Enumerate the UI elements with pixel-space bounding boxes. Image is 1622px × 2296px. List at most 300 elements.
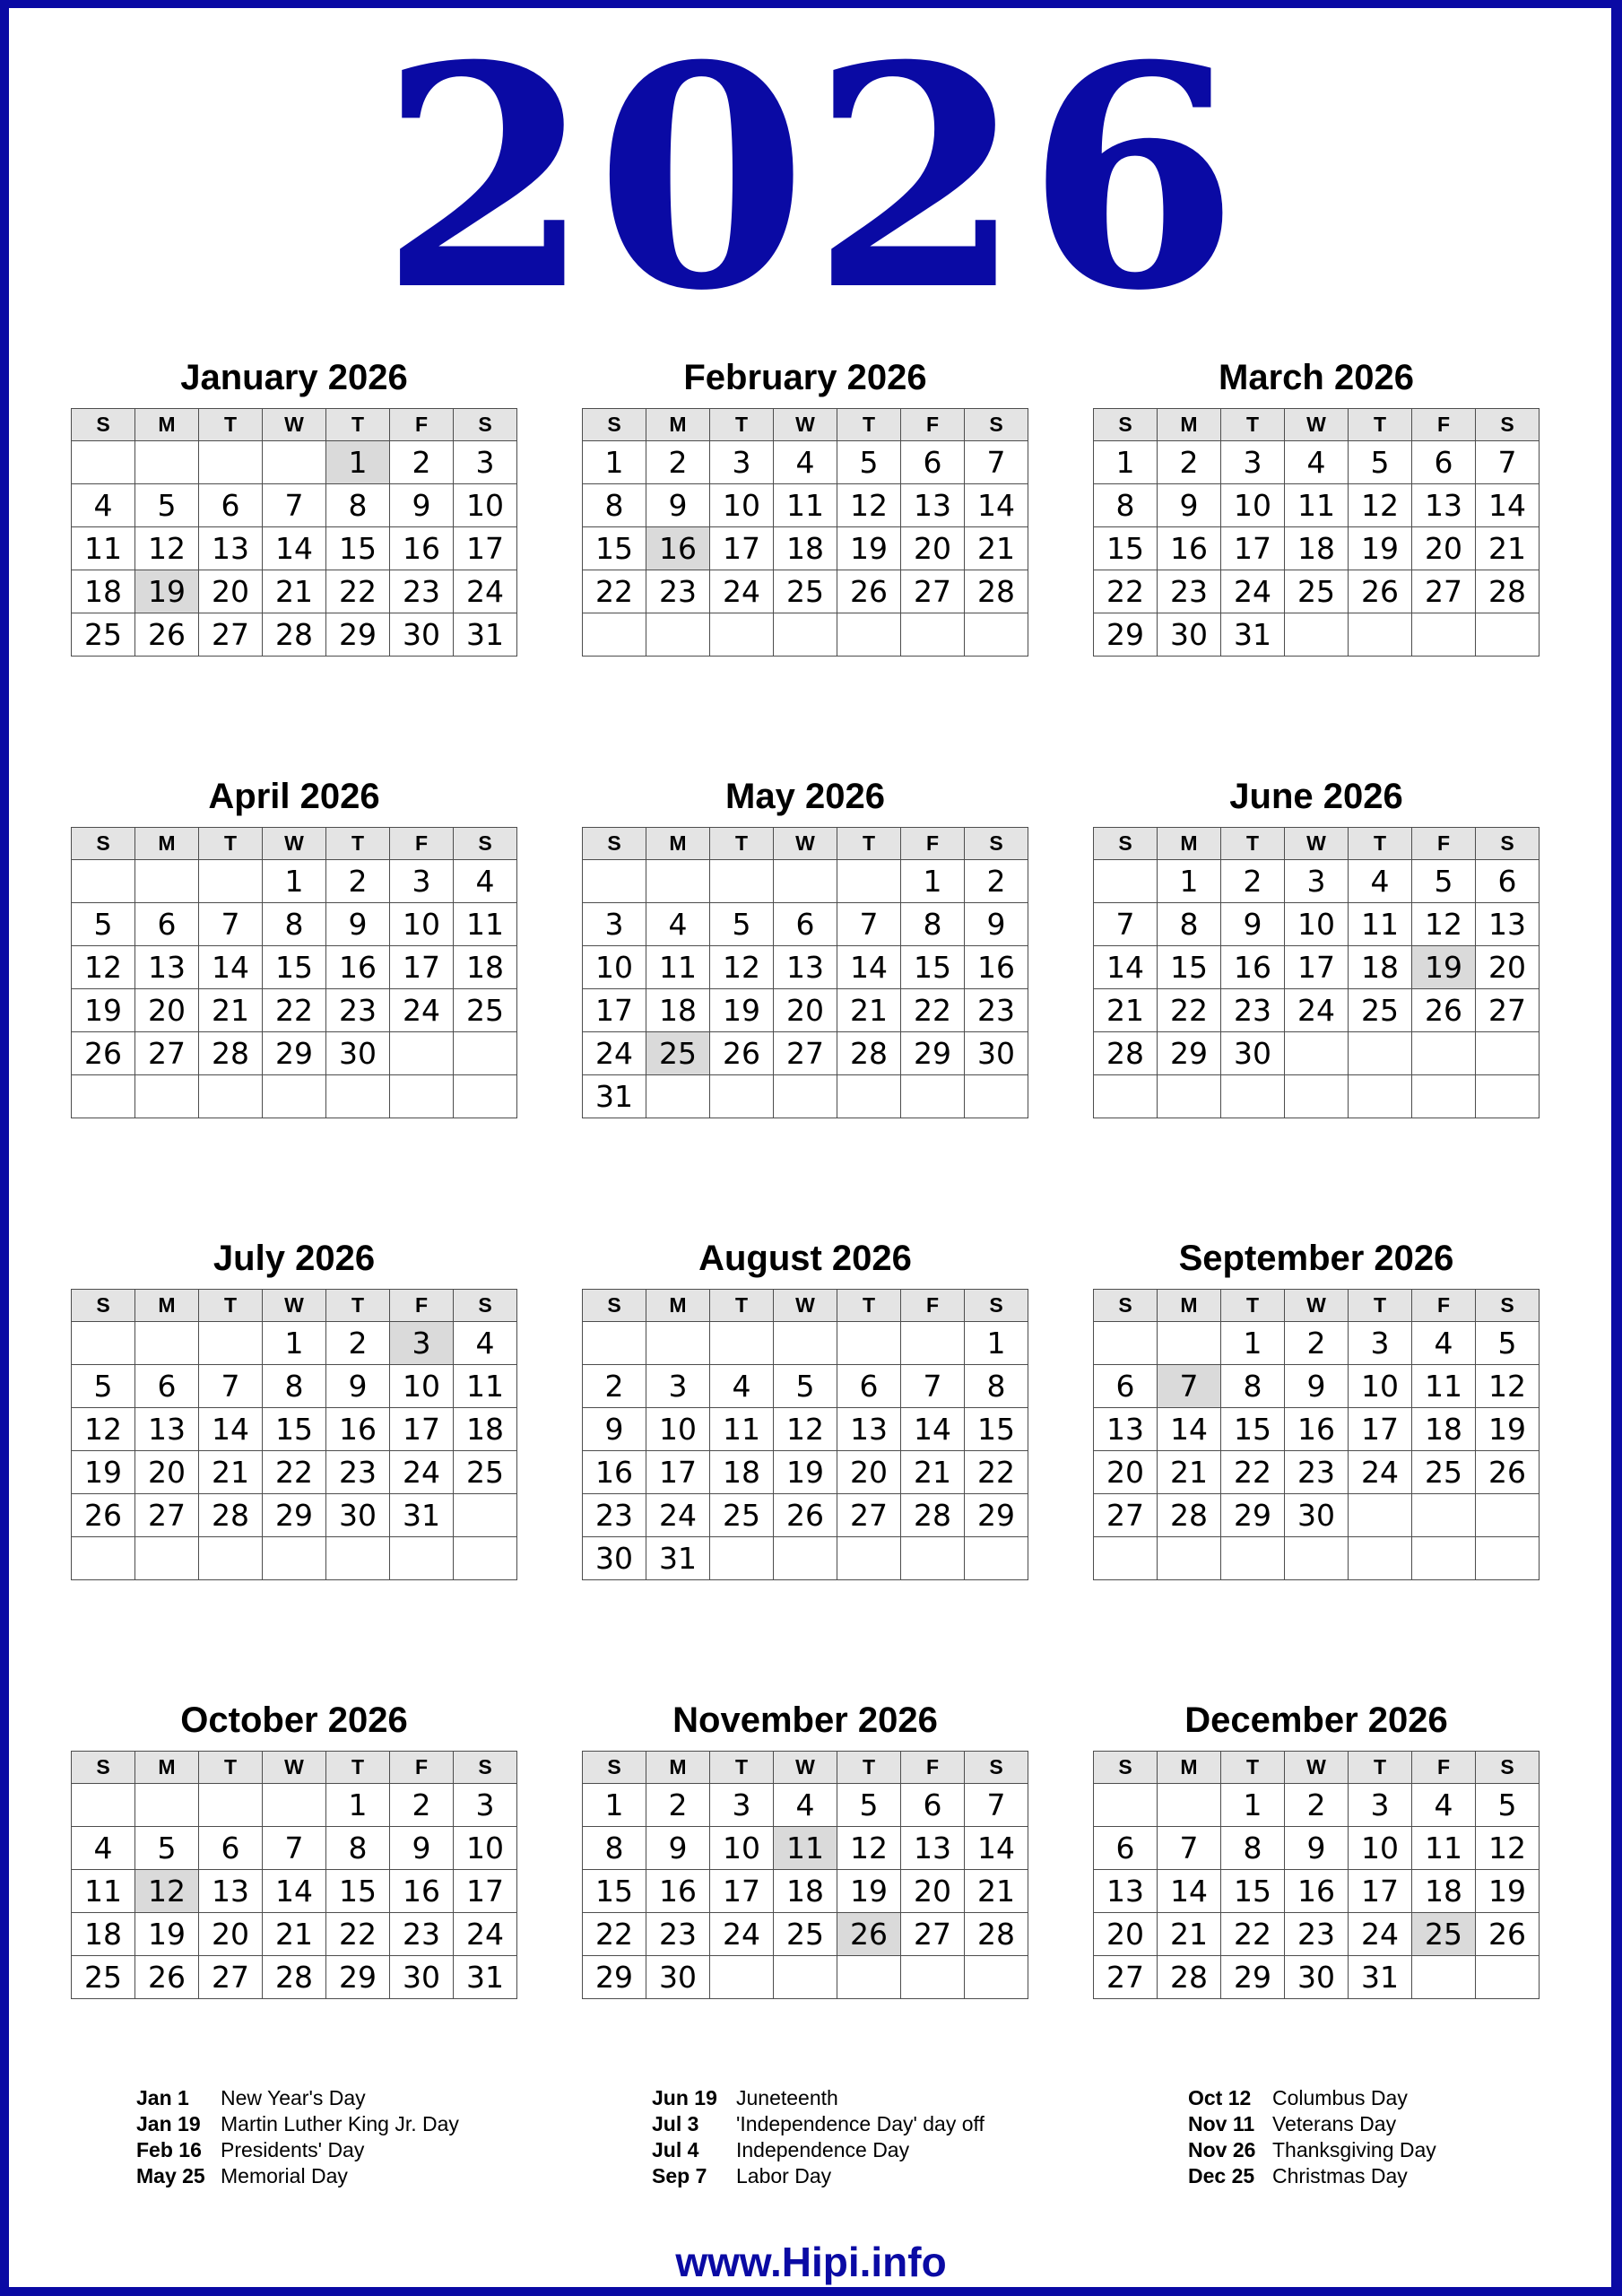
day-cell: 9 [646, 1827, 710, 1870]
day-cell: 7 [1158, 1365, 1221, 1408]
day-cell: 13 [1094, 1408, 1158, 1451]
weekday-label: S [454, 1290, 517, 1322]
day-cell: 4 [1349, 860, 1412, 903]
day-cell: 11 [72, 1870, 135, 1913]
day-cell: 29 [1221, 1956, 1285, 1999]
day-cell: 13 [199, 1870, 263, 1913]
empty-day-cell [199, 1322, 263, 1365]
day-cell: 25 [1412, 1451, 1476, 1494]
week-row [1094, 1870, 1540, 1913]
day-cell: 28 [1476, 570, 1540, 613]
day-cell: 5 [710, 903, 774, 946]
day-cell: 28 [965, 570, 1028, 613]
day-cell: 24 [390, 1451, 454, 1494]
day-cell: 31 [390, 1494, 454, 1537]
weekday-label: T [837, 409, 901, 441]
weekday-header-row [1094, 1752, 1540, 1784]
day-cell: 11 [774, 1827, 837, 1870]
day-cell: 17 [390, 1408, 454, 1451]
week-row [72, 1827, 517, 1870]
day-cell: 27 [774, 1032, 837, 1075]
weekday-label: M [646, 1290, 710, 1322]
empty-day-cell [710, 1956, 774, 1999]
day-cell: 28 [901, 1494, 965, 1537]
day-cell: 31 [1221, 613, 1285, 657]
weekday-header-row [72, 1752, 517, 1784]
empty-day-cell [1094, 1322, 1158, 1365]
week-row [72, 946, 517, 989]
week-row [583, 946, 1028, 989]
day-cell: 13 [837, 1408, 901, 1451]
day-cell: 13 [901, 484, 965, 527]
holiday-name: Christmas Day [1272, 2164, 1408, 2187]
weekday-label: S [1476, 828, 1540, 860]
day-cell: 13 [1094, 1870, 1158, 1913]
day-cell: 24 [1285, 989, 1349, 1032]
day-cell: 3 [583, 903, 646, 946]
day-cell: 7 [965, 1784, 1028, 1827]
day-cell: 25 [454, 1451, 517, 1494]
day-cell: 11 [710, 1408, 774, 1451]
weekday-header-row [583, 1290, 1028, 1322]
day-cell: 19 [1349, 527, 1412, 570]
empty-day-cell [135, 1784, 199, 1827]
day-cell: 7 [837, 903, 901, 946]
week-row [1094, 1322, 1540, 1365]
day-cell: 6 [901, 441, 965, 484]
holiday-name: Memorial Day [221, 2164, 348, 2187]
weekday-label: F [1412, 828, 1476, 860]
day-cell: 22 [1094, 570, 1158, 613]
month-table [1093, 1751, 1540, 1999]
day-cell: 29 [1158, 1032, 1221, 1075]
day-cell: 13 [135, 1408, 199, 1451]
empty-day-cell [646, 613, 710, 657]
empty-day-cell [583, 860, 646, 903]
day-cell: 19 [710, 989, 774, 1032]
day-cell: 23 [390, 1913, 454, 1956]
month-table [582, 1751, 1028, 1999]
empty-day-cell [390, 1032, 454, 1075]
empty-day-cell [135, 1537, 199, 1580]
day-cell: 9 [1158, 484, 1221, 527]
day-cell: 15 [583, 527, 646, 570]
day-cell: 5 [774, 1365, 837, 1408]
month-title: July 2026 [213, 1239, 376, 1278]
weekday-label: S [1094, 1752, 1158, 1784]
weekday-label: S [454, 409, 517, 441]
day-cell: 29 [263, 1494, 326, 1537]
day-cell: 16 [1285, 1870, 1349, 1913]
day-cell: 4 [774, 441, 837, 484]
month-calendar [71, 1237, 517, 1580]
empty-day-cell [1094, 1784, 1158, 1827]
day-cell: 12 [72, 1408, 135, 1451]
day-cell: 14 [965, 484, 1028, 527]
day-cell: 12 [1476, 1827, 1540, 1870]
week-row [1094, 989, 1540, 1032]
week-row [1094, 441, 1540, 484]
day-cell: 15 [583, 1870, 646, 1913]
weekday-label: S [965, 1290, 1028, 1322]
weekday-label: S [965, 828, 1028, 860]
day-cell: 14 [263, 1870, 326, 1913]
day-cell: 7 [1094, 903, 1158, 946]
day-cell: 11 [1412, 1365, 1476, 1408]
week-row [72, 1075, 517, 1118]
day-cell: 23 [646, 1913, 710, 1956]
day-cell: 23 [1285, 1451, 1349, 1494]
weekday-label: S [454, 1752, 517, 1784]
weekday-label: M [646, 1752, 710, 1784]
day-cell: 3 [454, 1784, 517, 1827]
weekday-label: T [326, 828, 390, 860]
day-cell: 24 [646, 1494, 710, 1537]
day-cell: 29 [263, 1032, 326, 1075]
holiday-item [652, 2137, 984, 2163]
day-cell: 1 [263, 1322, 326, 1365]
day-cell: 12 [135, 527, 199, 570]
week-row [1094, 1537, 1540, 1580]
day-cell: 10 [1349, 1365, 1412, 1408]
empty-day-cell [1094, 1075, 1158, 1118]
month-table [1093, 1289, 1540, 1580]
month-calendar [71, 356, 517, 657]
weekday-label: W [263, 1752, 326, 1784]
day-cell: 25 [774, 570, 837, 613]
day-cell: 23 [326, 1451, 390, 1494]
day-cell: 18 [454, 1408, 517, 1451]
day-cell: 2 [390, 441, 454, 484]
day-cell: 6 [901, 1784, 965, 1827]
weekday-label: T [710, 828, 774, 860]
day-cell: 11 [72, 527, 135, 570]
day-cell: 2 [646, 441, 710, 484]
empty-day-cell [965, 1956, 1028, 1999]
day-cell: 20 [774, 989, 837, 1032]
week-row [72, 860, 517, 903]
day-cell: 19 [1476, 1870, 1540, 1913]
day-cell: 6 [199, 484, 263, 527]
month-calendar [1093, 1237, 1540, 1580]
day-cell: 6 [837, 1365, 901, 1408]
weekday-header-row [583, 1752, 1028, 1784]
empty-day-cell [837, 1075, 901, 1118]
day-cell: 6 [135, 1365, 199, 1408]
day-cell: 21 [837, 989, 901, 1032]
day-cell: 31 [646, 1537, 710, 1580]
footer-website[interactable]: www.Hipi.info [675, 2239, 947, 2285]
day-cell: 31 [1349, 1956, 1412, 1999]
day-cell: 1 [965, 1322, 1028, 1365]
empty-day-cell [135, 1075, 199, 1118]
day-cell: 31 [454, 613, 517, 657]
day-cell: 2 [1158, 441, 1221, 484]
day-cell: 5 [837, 441, 901, 484]
day-cell: 10 [710, 484, 774, 527]
day-cell: 24 [454, 1913, 517, 1956]
empty-day-cell [837, 1537, 901, 1580]
day-cell: 18 [1412, 1408, 1476, 1451]
day-cell: 25 [72, 613, 135, 657]
day-cell: 2 [326, 1322, 390, 1365]
week-row [72, 484, 517, 527]
month-title: August 2026 [698, 1239, 912, 1278]
day-cell: 17 [710, 527, 774, 570]
holiday-item [1188, 2137, 1436, 2163]
empty-day-cell [1285, 1537, 1349, 1580]
day-cell: 16 [583, 1451, 646, 1494]
day-cell: 7 [263, 484, 326, 527]
day-cell: 16 [390, 1870, 454, 1913]
empty-day-cell [1349, 1032, 1412, 1075]
day-cell: 12 [1349, 484, 1412, 527]
holiday-item [652, 2163, 984, 2189]
weekday-label: M [135, 409, 199, 441]
weekday-label: T [1349, 409, 1412, 441]
holiday-date: Oct 12 [1188, 2086, 1252, 2109]
month-table [71, 1751, 517, 1999]
empty-day-cell [1349, 613, 1412, 657]
day-cell: 25 [1349, 989, 1412, 1032]
empty-day-cell [774, 1322, 837, 1365]
day-cell: 24 [390, 989, 454, 1032]
week-row [1094, 570, 1540, 613]
day-cell: 22 [1221, 1451, 1285, 1494]
day-cell: 8 [263, 1365, 326, 1408]
day-cell: 14 [199, 1408, 263, 1451]
empty-day-cell [263, 1075, 326, 1118]
day-cell: 20 [901, 1870, 965, 1913]
day-cell: 27 [1476, 989, 1540, 1032]
day-cell: 28 [1094, 1032, 1158, 1075]
day-cell: 25 [774, 1913, 837, 1956]
day-cell: 30 [1158, 613, 1221, 657]
day-cell: 21 [1158, 1451, 1221, 1494]
week-row [583, 1451, 1028, 1494]
day-cell: 1 [326, 1784, 390, 1827]
day-cell: 26 [837, 570, 901, 613]
empty-day-cell [901, 613, 965, 657]
day-cell: 27 [199, 1956, 263, 1999]
day-cell: 18 [646, 989, 710, 1032]
weekday-label: W [263, 409, 326, 441]
holiday-date: Feb 16 [136, 2138, 202, 2161]
holiday-date: Sep 7 [652, 2164, 707, 2187]
weekday-label: S [1476, 1752, 1540, 1784]
day-cell: 1 [1221, 1322, 1285, 1365]
day-cell: 28 [837, 1032, 901, 1075]
day-cell: 24 [710, 1913, 774, 1956]
weekday-label: T [326, 1290, 390, 1322]
day-cell: 14 [901, 1408, 965, 1451]
day-cell: 9 [1221, 903, 1285, 946]
month-calendar [1093, 1699, 1540, 1999]
day-cell: 19 [837, 1870, 901, 1913]
month-calendar [582, 356, 1028, 657]
week-row [72, 527, 517, 570]
week-row [72, 1784, 517, 1827]
week-row [583, 484, 1028, 527]
empty-day-cell [263, 441, 326, 484]
day-cell: 28 [199, 1494, 263, 1537]
weekday-label: T [199, 828, 263, 860]
day-cell: 14 [263, 527, 326, 570]
empty-day-cell [901, 1322, 965, 1365]
day-cell: 21 [263, 1913, 326, 1956]
empty-day-cell [1476, 1032, 1540, 1075]
day-cell: 5 [1476, 1322, 1540, 1365]
day-cell: 2 [965, 860, 1028, 903]
holiday-name: Martin Luther King Jr. Day [221, 2112, 459, 2135]
day-cell: 12 [1476, 1365, 1540, 1408]
day-cell: 29 [326, 1956, 390, 1999]
weekday-label: W [263, 828, 326, 860]
month-title: February 2026 [683, 358, 927, 397]
day-cell: 3 [454, 441, 517, 484]
day-cell: 13 [199, 527, 263, 570]
day-cell: 10 [390, 903, 454, 946]
weekday-header-row [72, 409, 517, 441]
week-row [583, 1870, 1028, 1913]
weekday-label: W [774, 1752, 837, 1784]
holiday-name: Veterans Day [1272, 2112, 1397, 2135]
day-cell: 20 [901, 527, 965, 570]
empty-day-cell [774, 1075, 837, 1118]
day-cell: 26 [774, 1494, 837, 1537]
day-cell: 17 [1349, 1408, 1412, 1451]
week-row [72, 1365, 517, 1408]
month-calendar [71, 775, 517, 1118]
empty-day-cell [454, 1075, 517, 1118]
day-cell: 9 [965, 903, 1028, 946]
empty-day-cell [72, 860, 135, 903]
day-cell: 22 [901, 989, 965, 1032]
weekday-label: T [837, 828, 901, 860]
day-cell: 10 [454, 1827, 517, 1870]
week-row [1094, 860, 1540, 903]
week-row [72, 613, 517, 657]
week-row [1094, 903, 1540, 946]
empty-day-cell [837, 1322, 901, 1365]
day-cell: 22 [326, 570, 390, 613]
day-cell: 6 [1412, 441, 1476, 484]
empty-day-cell [710, 1537, 774, 1580]
day-cell: 23 [1285, 1913, 1349, 1956]
day-cell: 15 [326, 1870, 390, 1913]
day-cell: 23 [1158, 570, 1221, 613]
weekday-label: S [583, 1290, 646, 1322]
holiday-list-3 [1188, 2085, 1436, 2189]
day-cell: 9 [326, 903, 390, 946]
weekday-label: S [583, 828, 646, 860]
weekday-header-row [72, 828, 517, 860]
day-cell: 18 [774, 1870, 837, 1913]
day-cell: 1 [263, 860, 326, 903]
day-cell: 26 [72, 1032, 135, 1075]
weekday-label: S [1094, 409, 1158, 441]
day-cell: 25 [1412, 1913, 1476, 1956]
weekday-label: F [901, 1752, 965, 1784]
day-cell: 26 [837, 1913, 901, 1956]
day-cell: 26 [710, 1032, 774, 1075]
empty-day-cell [710, 1322, 774, 1365]
day-cell: 15 [1094, 527, 1158, 570]
month-title: June 2026 [1229, 777, 1403, 816]
week-row [583, 613, 1028, 657]
day-cell: 21 [965, 1870, 1028, 1913]
empty-day-cell [72, 1322, 135, 1365]
day-cell: 12 [1412, 903, 1476, 946]
day-cell: 22 [1221, 1913, 1285, 1956]
week-row [72, 1956, 517, 1999]
empty-day-cell [263, 1537, 326, 1580]
day-cell: 21 [263, 570, 326, 613]
empty-day-cell [965, 613, 1028, 657]
month-title: November 2026 [672, 1700, 938, 1740]
day-cell: 25 [710, 1494, 774, 1537]
day-cell: 15 [263, 1408, 326, 1451]
weekday-label: M [1158, 1290, 1221, 1322]
holiday-date: May 25 [136, 2164, 205, 2187]
empty-day-cell [1476, 1494, 1540, 1537]
empty-day-cell [199, 1075, 263, 1118]
day-cell: 17 [1349, 1870, 1412, 1913]
day-cell: 19 [135, 1913, 199, 1956]
day-cell: 23 [1221, 989, 1285, 1032]
day-cell: 18 [72, 570, 135, 613]
month-title: January 2026 [180, 358, 408, 397]
weekday-label: T [199, 1752, 263, 1784]
empty-day-cell [1349, 1075, 1412, 1118]
day-cell: 15 [263, 946, 326, 989]
day-cell: 1 [901, 860, 965, 903]
week-row [583, 903, 1028, 946]
day-cell: 8 [263, 903, 326, 946]
holiday-date: Jul 4 [652, 2138, 699, 2161]
day-cell: 5 [1476, 1784, 1540, 1827]
weekday-label: M [646, 828, 710, 860]
day-cell: 28 [965, 1913, 1028, 1956]
day-cell: 13 [901, 1827, 965, 1870]
day-cell: 19 [72, 1451, 135, 1494]
empty-day-cell [199, 860, 263, 903]
week-row [583, 1408, 1028, 1451]
week-row [72, 1870, 517, 1913]
day-cell: 28 [263, 613, 326, 657]
empty-day-cell [710, 613, 774, 657]
day-cell: 29 [1221, 1494, 1285, 1537]
day-cell: 22 [583, 570, 646, 613]
day-cell: 19 [774, 1451, 837, 1494]
empty-day-cell [774, 613, 837, 657]
empty-day-cell [1285, 1075, 1349, 1118]
week-row [72, 441, 517, 484]
day-cell: 10 [1221, 484, 1285, 527]
weekday-label: T [710, 409, 774, 441]
week-row [1094, 1784, 1540, 1827]
weekday-label: W [774, 1290, 837, 1322]
empty-day-cell [1412, 613, 1476, 657]
day-cell: 27 [199, 613, 263, 657]
day-cell: 21 [1158, 1913, 1221, 1956]
day-cell: 2 [583, 1365, 646, 1408]
day-cell: 22 [326, 1913, 390, 1956]
week-row [1094, 1451, 1540, 1494]
month-calendar [71, 1699, 517, 1999]
weekday-label: F [390, 409, 454, 441]
week-row [72, 903, 517, 946]
